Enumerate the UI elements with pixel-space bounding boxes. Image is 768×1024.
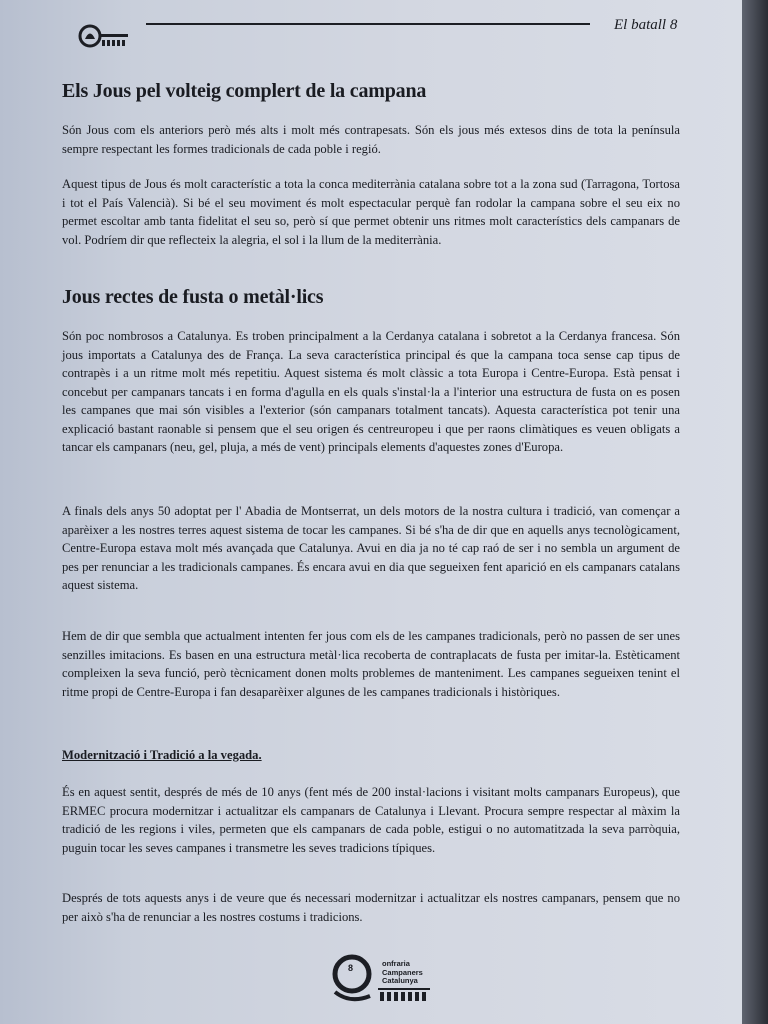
paragraph: Són Jous com els anteriors però més alts i molt més contrapesats. Són els jous més extesos dins de tota la península sempre respectant les formes tradicionals de cada poble i regió.	[62, 123, 680, 156]
logo-line: Campaners	[382, 967, 423, 977]
footer-logo-text	[382, 960, 423, 986]
bell-emblem-icon	[76, 22, 132, 50]
running-head: El batall 8	[614, 17, 678, 33]
page-number: 8	[348, 963, 354, 973]
paragraph: Són poc nombrosos a Catalunya. Es troben principalment a la Cerdanya catalana i sobretot a la Cerdanya francesa. Són jous importats a Catalunya des de França. La seva característica principal és que la campana toca sense cap tipus de contrapès i a un ritme molt més repetitiu. Aquest sistema és molt clàssic a tota Europa i Centre-Europa. Està pensat i concebut per campanars tancats i en forma d'agulla en els quals s'instal·la a l'interior una estructura de fusta on es posen les campanes que mai són visibles a l'exterior (són campanars totalment tancats). Aquesta característica pot tenir una explicació bastant raonable si pensem que el seu origen és centreuropeu i que per raons climàtiques es veuen obligats a tancar els campanars (neu, gel, pluja, a més de vent) principals elements d'aquestes zones d'Europa.	[62, 329, 680, 454]
logo-line: onfraria	[382, 959, 410, 968]
subheading-modernitzacio: Modernització i Tradició a la vegada.	[62, 748, 262, 762]
header-rule	[146, 23, 590, 25]
paragraph: A finals dels anys 50 adoptat per l' Abadia de Montserrat, un dels motors de la nostra cultura i tradició, van començar a aparèixer a les nostres terres aquest sistema de tocar les campanes. Si bé s'ha de dir que en aquells anys tecnològicament, Centre-Europa estava molt més avançada que Catalunya. Avui en dia ja no té cap raó de ser i no sembla un argument de pes per renunciar a les tradicionals campanes. És encara avui en dia que segueixen fent aparició en els campanars catalans aquest sistema.	[62, 504, 680, 592]
paragraph: Després de tots aquests anys i de veure que és necessari modernitzar i actualitzar els nostres campanars, pensem que no per això s'ha de renunciar a les nostres costums i tradicions.	[62, 891, 680, 924]
section-heading-jous-rectes: Jous rectes de fusta o metàl·lics	[62, 286, 324, 308]
section-heading-jous-volteig: Els Jous pel volteig complert de la campana	[62, 80, 427, 102]
logo-line: Catalunya	[382, 976, 418, 985]
page-edge-shadow	[742, 0, 768, 1024]
paragraph: Hem de dir que sembla que actualment intenten fer jous com els de les campanes tradicionals, però no passen de ser unes senzilles imitacions. Es basen en una estructura metàl·lica recoberta de contraplacats de fusta per imitar-la. Estèticament compleixen la seva funció, però tècnicament donen molts problemes de manteniment. Les campanes segueixen tenint el ritme propi de Centre-Europa i fan desaparèixer algunes de les campanes tradicionals i històriques.	[62, 629, 680, 699]
paragraph: Aquest tipus de Jous és molt característic a tota la conca mediterrània catalana sobre tot a la zona sud (Tarragona, Tortosa i tot el País Valencià). Si bé el seu moviment és molt espectacular perquè fan rodolar la campana sobre el seu eix no permet escoltar amb tanta fidelitat el seu so, però sí que permet obtenir uns ritmes molt característics dels campanars de vol. Podríem dir que reflecteix la alegria, el sol i la llum de la mediterrània.	[62, 177, 680, 247]
paragraph: És en aquest sentit, després de més de 10 anys (fent més de 200 instal·lacions i visitant molts campanars Europeus), que ERMEC procura modernitzar i actualitzar els campanars de Catalunya i Llevant. Procura sempre respectar al màxim la tradició de les regions i viles, permeten que els campanars de cada poble, estigui o no automatitzada la seva parròquia, puguin tocar les seves campanes i transmetre les seves tradicions típiques.	[62, 785, 680, 855]
